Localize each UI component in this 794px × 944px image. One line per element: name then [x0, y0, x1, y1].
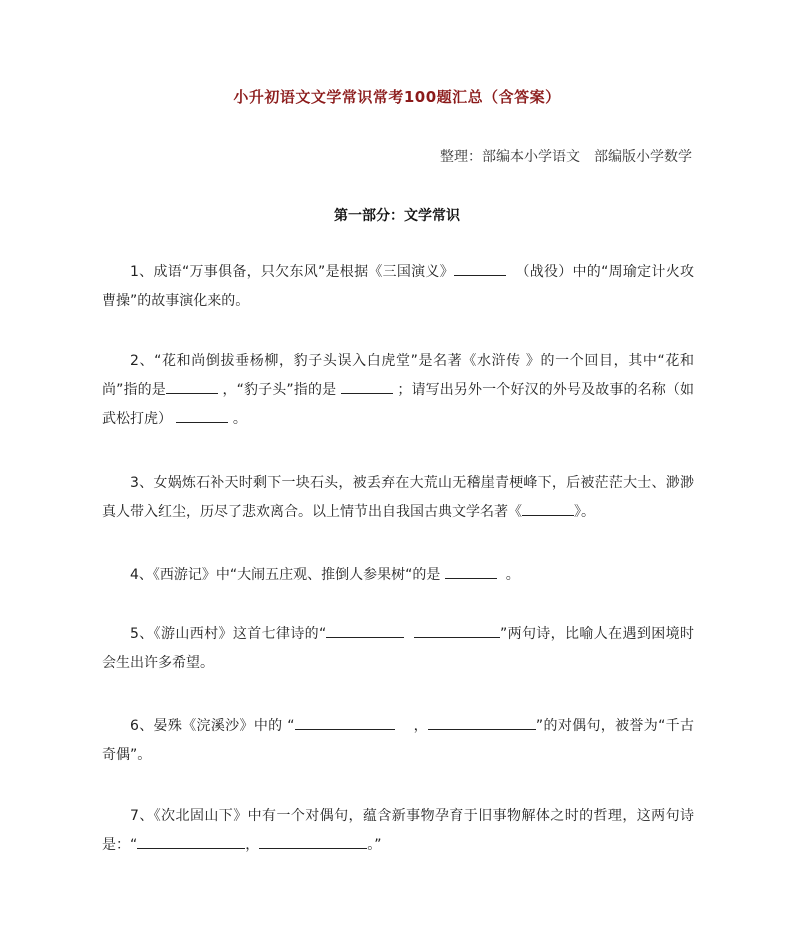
answer-blank [176, 406, 228, 423]
answer-blank [166, 377, 218, 394]
question-text: 7、《次北固山下》中有一个对偶句，蕴含新事物孕育于旧事物解体之时的哲理，这两句诗是：“ [102, 808, 694, 853]
question-text: ， [413, 718, 428, 734]
answer-blank [414, 621, 500, 638]
question-text: ”的对偶句，被誉为“千古奇偶”。 [102, 718, 694, 763]
question-6 [102, 712, 694, 770]
section-heading: 第一部分：文学常识 [334, 208, 460, 224]
question-text: 。” [367, 837, 382, 853]
question-text: 3、女娲炼石补天时剩下一块石头，被丢弃在大荒山无稽崖青梗峰下，后被茫茫大士、渺渺真人带入红尘，历尽了悲欢离合。以上情节出自我国古典文学名著《 [102, 475, 694, 520]
answer-blank [259, 832, 367, 849]
answer-blank [445, 562, 497, 579]
question-4 [102, 561, 694, 590]
answer-blank [326, 621, 404, 638]
question-text: ，“豹子头”指的是 [222, 382, 337, 398]
question-text: 。 [232, 411, 247, 427]
question-text: 。 [505, 567, 520, 583]
question-text: ；请写出另外一个好汉的外号及故事的名称（如武松打虎） [102, 382, 695, 427]
answer-blank [454, 259, 506, 276]
question-1 [102, 258, 694, 316]
question-text: （战役）中的“周瑜定计火攻曹操”的故事演化来的。 [102, 264, 694, 309]
answer-blank [137, 832, 245, 849]
compiler-credit: 整理：部编本小学语文 部编版小学数学 [440, 149, 692, 165]
question-text: 6、晏殊《浣溪沙》中的 “ [130, 718, 295, 734]
question-text: 4、《西游记》中“大闹五庄观、推倒人参果树“的是 [130, 567, 441, 583]
question-7 [102, 802, 694, 860]
answer-blank [428, 713, 536, 730]
answer-blank [522, 499, 574, 516]
answer-blank [295, 713, 395, 730]
question-text: ”两句诗，比喻人在遇到困境时会生出许多希望。 [102, 626, 694, 671]
question-text: ， [245, 837, 260, 853]
answer-blank [341, 377, 393, 394]
question-3 [102, 469, 694, 527]
page-title: 小升初语文文学常识常考100题汇总（含答案） [233, 88, 561, 106]
question-text: 5、《游山西村》这首七律诗的“ [130, 626, 327, 642]
question-text: 2、“花和尚倒拔垂杨柳，豹子头误入白虎堂”是名著《水浒传 》的一个回目，其中“花和尚”指的是 [102, 353, 694, 398]
question-text: 》。 [574, 504, 595, 520]
question-5 [102, 620, 694, 678]
question-2 [102, 347, 694, 434]
question-text: 1、成语“万事俱备，只欠东风”是根据《三国演义》 [130, 264, 454, 280]
